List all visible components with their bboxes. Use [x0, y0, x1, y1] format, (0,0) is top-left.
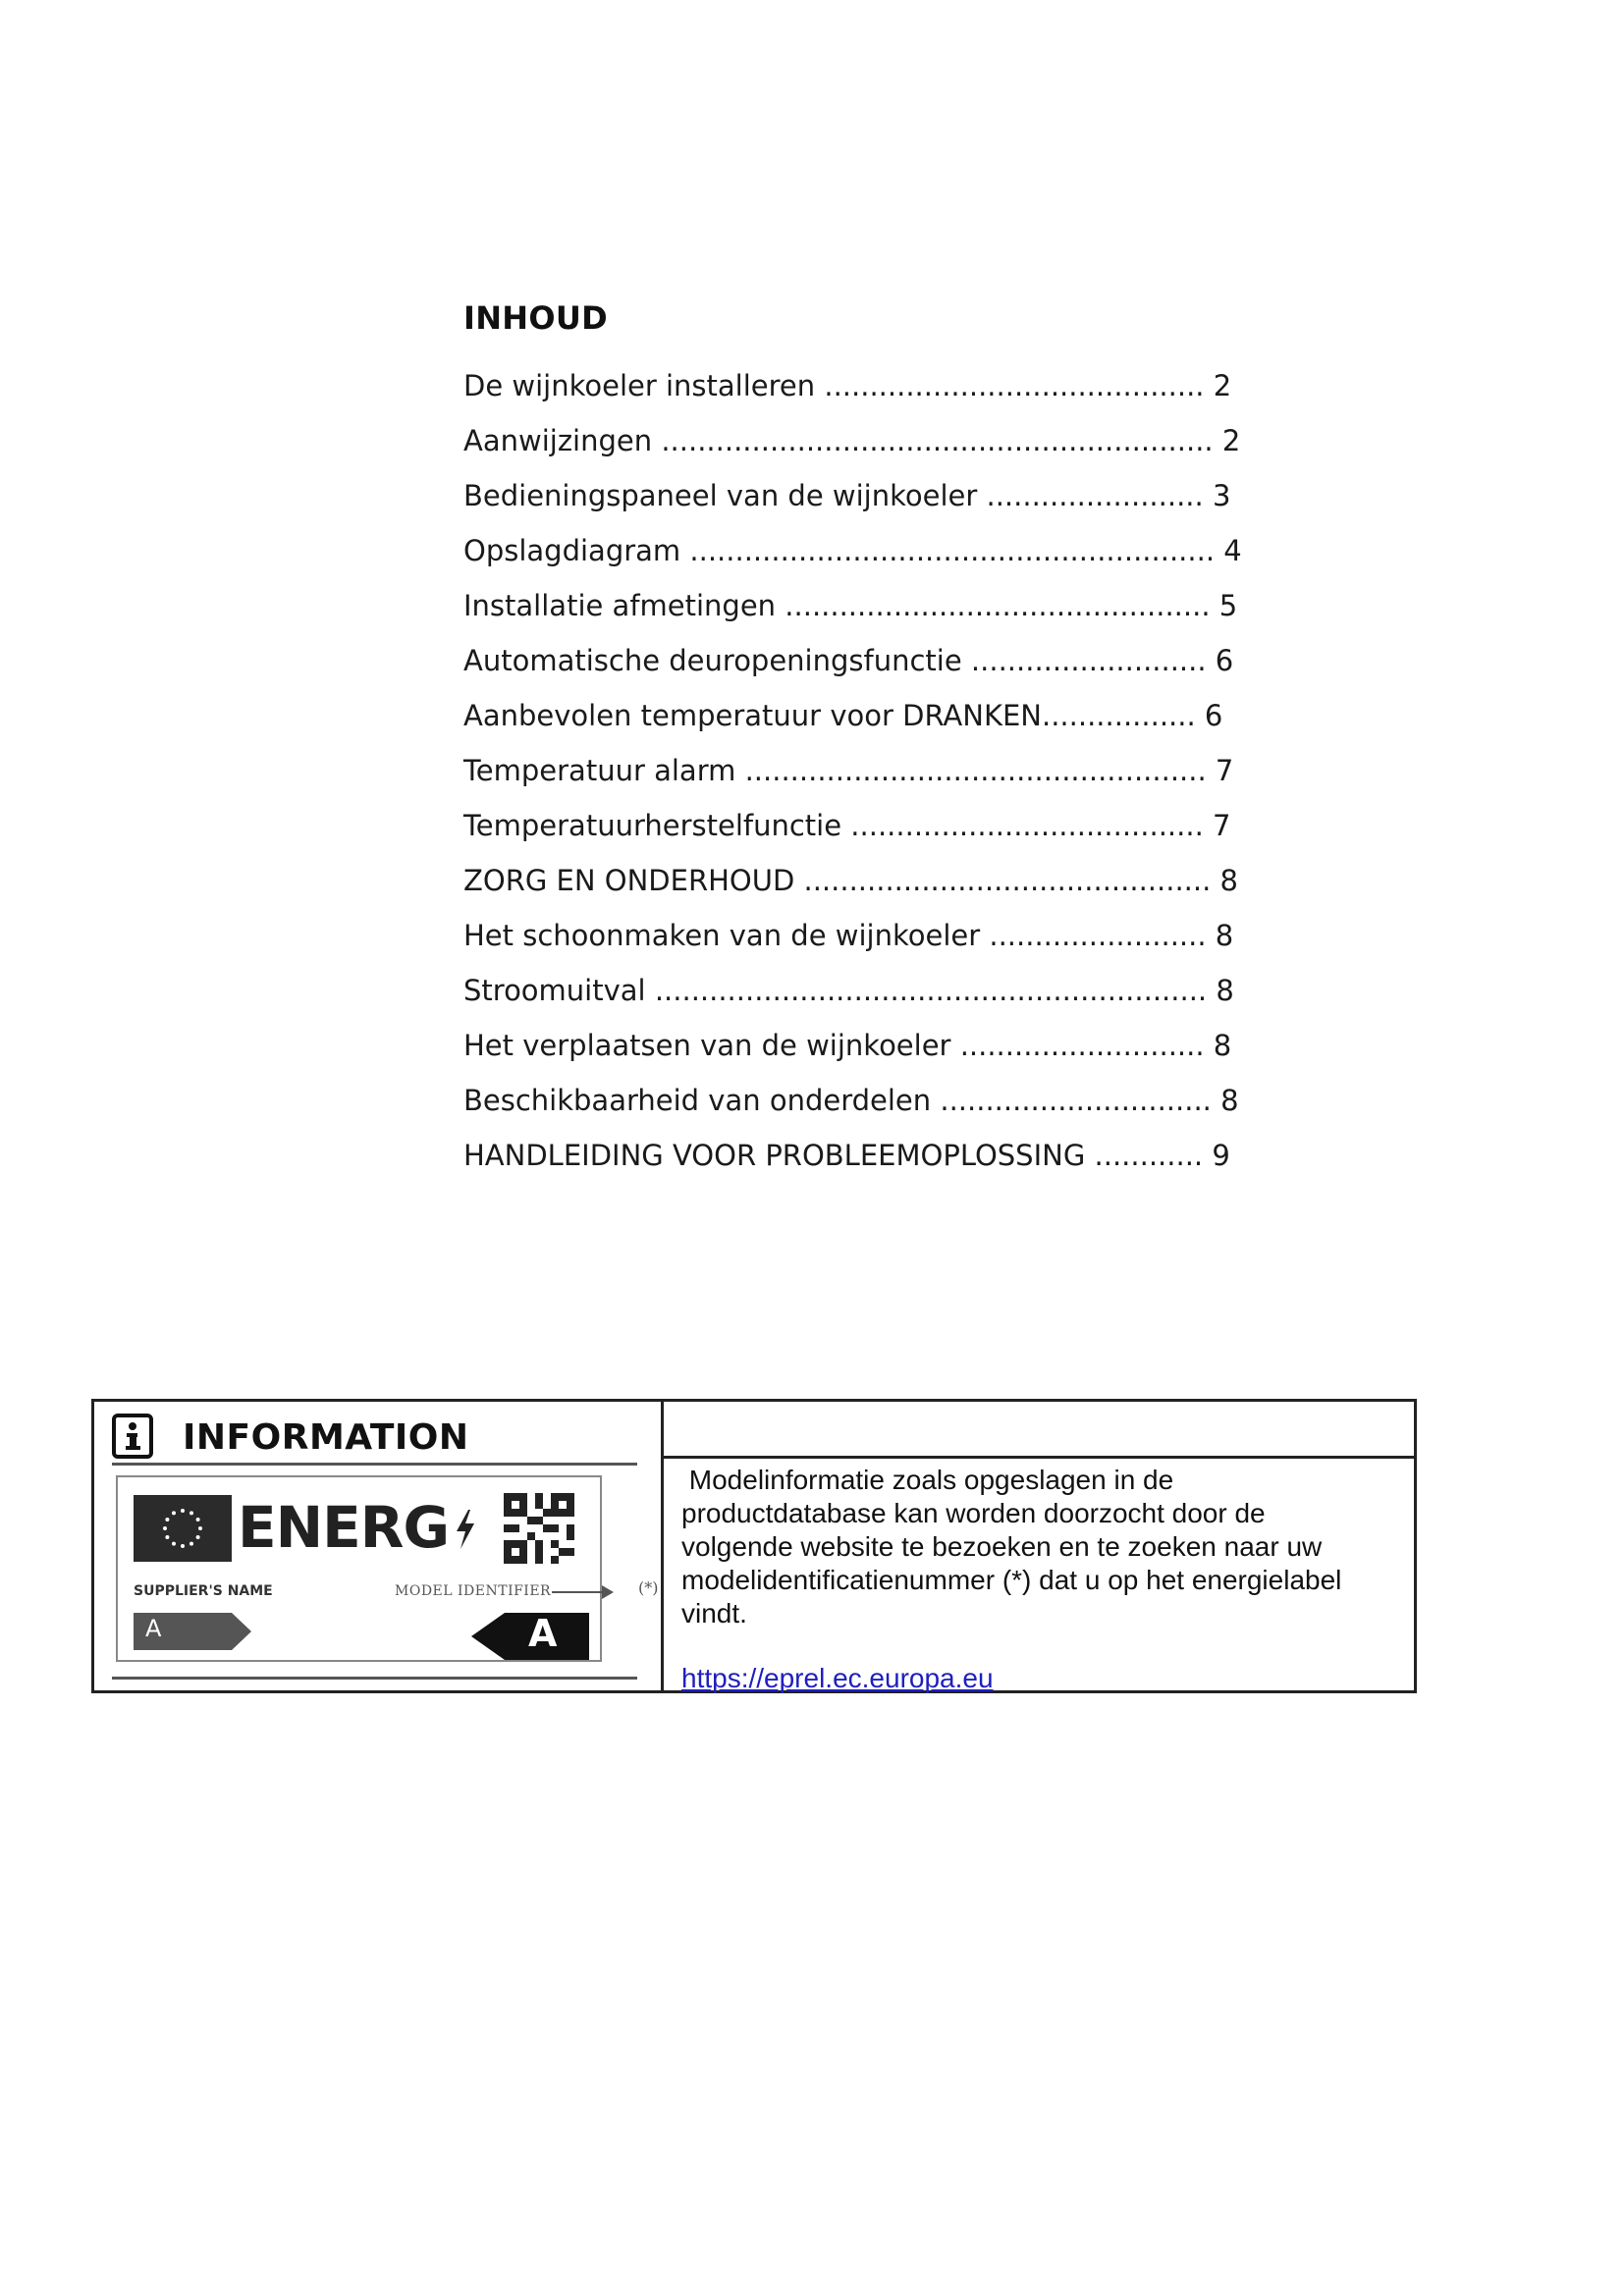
toc-entry[interactable]: Temperatuurherstelfunctie ....................................... 7	[463, 809, 1231, 842]
info-line: Modelinformatie zoals opgeslagen in de	[681, 1465, 1174, 1495]
toc-entry[interactable]: Stroomuitval ............................................................. 8	[463, 974, 1234, 1007]
arrow-line	[552, 1591, 606, 1593]
energy-label	[116, 1475, 659, 1662]
divider	[112, 1463, 637, 1466]
info-glyph-icon	[116, 1417, 149, 1455]
energy-word: ENERG	[238, 1494, 450, 1561]
info-description	[681, 1464, 1394, 1630]
toc-entry[interactable]: Het verplaatsen van de wijnkoeler ........................... 8	[463, 1029, 1232, 1062]
model-identifier: MODEL IDENTIFIER	[395, 1583, 552, 1599]
toc-entry[interactable]: Aanwijzingen ............................................................. 2	[463, 424, 1241, 457]
info-line: productdatabase kan worden doorzocht door de	[681, 1498, 1266, 1528]
toc-entry[interactable]: Installatie afmetingen ............................................... 5	[463, 589, 1238, 622]
empty-header-cell	[664, 1402, 1414, 1459]
lightning-icon	[453, 1510, 478, 1549]
info-text-panel	[664, 1402, 1414, 1693]
energy-class-rating: A	[528, 1612, 558, 1655]
toc-entry[interactable]: ZORG EN ONDERHOUD ............................................. 8	[463, 864, 1238, 897]
toc-title: INHOUD	[463, 299, 609, 337]
energy-class-scale-letter: A	[145, 1615, 162, 1642]
info-icon	[112, 1414, 153, 1459]
eprel-link[interactable]: https://eprel.ec.europa.eu	[681, 1663, 994, 1693]
arrow-right-icon	[602, 1585, 614, 1599]
divider	[112, 1677, 637, 1680]
info-line: modelidentificatienummer (*) dat u op het energielabel	[681, 1565, 1342, 1595]
toc-entry[interactable]: De wijnkoeler installeren .......................................... 2	[463, 369, 1232, 402]
info-line: vindt.	[681, 1598, 747, 1629]
eu-stars-icon	[134, 1495, 232, 1562]
qr-code-icon	[504, 1493, 574, 1564]
toc-entry[interactable]: Automatische deuropeningsfunctie .......................... 6	[463, 644, 1234, 677]
energy-label-panel	[94, 1402, 664, 1690]
energy-information-box	[91, 1399, 1417, 1693]
toc-entry[interactable]: HANDLEIDING VOOR PROBLEEMOPLOSSING ............ 9	[463, 1139, 1230, 1172]
asterisk-note: (*)	[638, 1578, 659, 1597]
toc-list	[463, 358, 1242, 1183]
energy-wordmark	[238, 1491, 478, 1564]
table-of-contents	[463, 299, 1242, 1183]
toc-entry[interactable]: Temperatuur alarm ................................................... 7	[463, 754, 1234, 787]
toc-entry[interactable]: Het schoonmaken van de wijnkoeler ........................ 8	[463, 919, 1234, 952]
info-line: volgende website te bezoeken en te zoeken naar uw	[681, 1531, 1323, 1562]
toc-entry[interactable]: Beschikbaarheid van onderdelen .............................. 8	[463, 1084, 1239, 1117]
toc-entry[interactable]: Opslagdiagram .......................................................... 4	[463, 534, 1242, 567]
toc-entry[interactable]: Aanbevolen temperatuur voor DRANKEN................. 6	[463, 699, 1223, 732]
information-heading: INFORMATION	[183, 1417, 469, 1458]
toc-entry[interactable]: Bedieningspaneel van de wijnkoeler ........................ 3	[463, 479, 1231, 512]
supplier-name: SUPPLIER'S NAME	[134, 1583, 273, 1599]
eu-flag-icon	[134, 1495, 232, 1562]
